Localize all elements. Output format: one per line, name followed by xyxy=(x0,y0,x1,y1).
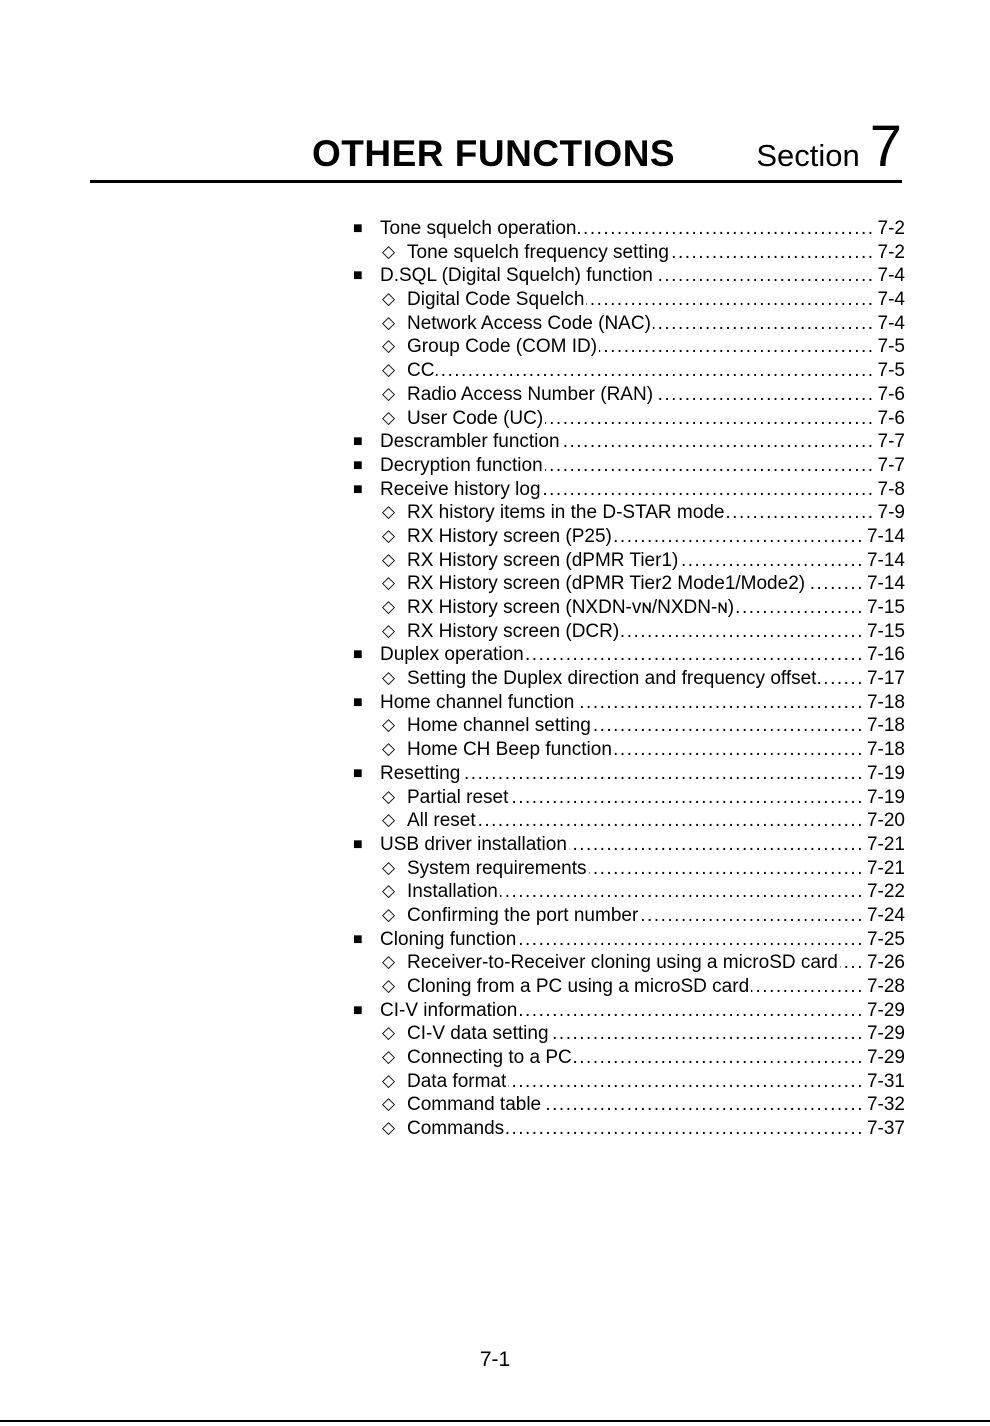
toc-entry-label: Data format xyxy=(407,1070,507,1092)
toc-entry-label: Cloning function xyxy=(380,928,517,950)
toc-page-number: 7-20 xyxy=(866,810,905,832)
dot-leader xyxy=(576,691,864,715)
diamond-bullet-icon: ◇ xyxy=(382,668,396,688)
toc-entry-label: Cloning from a PC using a microSD card xyxy=(407,976,750,997)
diamond-bullet-icon: ◇ xyxy=(382,810,396,830)
toc-page-number: 7-29 xyxy=(866,1023,905,1045)
diamond-bullet-icon: ◇ xyxy=(382,1094,396,1114)
toc-page-number: 7-7 xyxy=(877,454,905,476)
toc-page-number: 7-31 xyxy=(866,1070,905,1092)
toc-page-number: 7-2 xyxy=(877,241,905,263)
dot-leader xyxy=(462,762,864,786)
toc-entry-label: CI-V information xyxy=(380,999,518,1021)
toc-entry-label: Receiver-to-Receiver cloning using a microSD card xyxy=(407,952,838,974)
diamond-bullet-icon: ◇ xyxy=(382,525,396,545)
header-rule xyxy=(90,180,902,183)
diamond-bullet-icon: ◇ xyxy=(382,1070,396,1090)
toc-entry xyxy=(353,217,905,241)
toc-entry xyxy=(353,1070,905,1094)
toc-page-number: 7-14 xyxy=(866,549,905,571)
toc-page-number: 7-37 xyxy=(866,1118,905,1140)
dot-leader xyxy=(543,1093,864,1117)
diamond-bullet-icon: ◇ xyxy=(382,904,396,924)
square-bullet-icon: ■ xyxy=(353,220,363,237)
toc-entry-label: Commands xyxy=(407,1118,505,1140)
toc-page-number: 7-5 xyxy=(877,336,905,358)
toc-entry xyxy=(353,667,905,691)
toc-page-number: 7-4 xyxy=(877,265,905,287)
toc-entry-label: Installation xyxy=(407,881,498,903)
toc-entry xyxy=(353,596,905,620)
dot-leader xyxy=(655,264,875,288)
page-header xyxy=(90,114,902,179)
toc-entry xyxy=(353,454,905,478)
toc-page-number: 7-5 xyxy=(877,360,905,382)
toc-entry-label: Duplex operation xyxy=(380,644,524,666)
toc-entry xyxy=(353,857,905,881)
diamond-bullet-icon: ◇ xyxy=(382,241,396,261)
dot-leader xyxy=(478,809,864,833)
dot-leader xyxy=(640,904,864,928)
toc-entry-label: Confirming the port number xyxy=(407,904,639,926)
dot-leader xyxy=(510,786,864,810)
diamond-bullet-icon: ◇ xyxy=(382,1118,396,1138)
toc-entry-label: USB driver installation xyxy=(380,833,567,855)
toc-entry xyxy=(353,786,905,810)
dot-leader xyxy=(562,430,875,454)
dot-leader xyxy=(599,335,874,359)
toc-entry xyxy=(353,572,905,596)
toc-entry xyxy=(353,241,905,265)
dot-leader xyxy=(614,525,864,549)
toc-entry xyxy=(353,833,905,857)
toc-entry-label: Group Code (COM ID) xyxy=(407,336,598,358)
toc-entry-label: Partial reset xyxy=(407,786,509,808)
toc-page-number: 7-6 xyxy=(877,383,905,405)
toc-entry-label: Tone squelch frequency setting xyxy=(407,241,669,263)
toc-page-number: 7-19 xyxy=(866,762,905,784)
diamond-bullet-icon: ◇ xyxy=(382,715,396,735)
toc-page-number: 7-18 xyxy=(866,739,905,761)
toc-entry xyxy=(353,928,905,952)
dot-leader xyxy=(519,999,864,1023)
toc-page-number: 7-25 xyxy=(866,928,905,950)
toc-page-number: 7-2 xyxy=(877,218,905,239)
dot-leader xyxy=(840,951,864,975)
toc-entry xyxy=(353,1046,905,1070)
square-bullet-icon: ■ xyxy=(353,456,363,474)
dot-leader xyxy=(736,596,864,620)
diamond-bullet-icon: ◇ xyxy=(382,1023,396,1043)
diamond-bullet-icon: ◇ xyxy=(382,881,396,901)
toc-page-number: 7-18 xyxy=(866,691,905,713)
square-bullet-icon: ■ xyxy=(353,267,363,285)
dot-leader xyxy=(551,1022,864,1046)
dot-leader xyxy=(518,928,864,952)
diamond-bullet-icon: ◇ xyxy=(382,1047,396,1067)
dot-leader xyxy=(436,359,874,383)
diamond-bullet-icon: ◇ xyxy=(382,952,396,972)
toc-entry-label: Home CH Beep function xyxy=(407,739,612,761)
toc-page-number: 7-18 xyxy=(866,715,905,737)
toc-entry xyxy=(353,809,905,833)
diamond-bullet-icon: ◇ xyxy=(382,360,396,380)
table-of-contents xyxy=(353,217,905,1141)
square-bullet-icon: ■ xyxy=(353,693,363,711)
toc-entry-label: Tone squelch operation xyxy=(380,218,577,239)
toc-page-number: 7-21 xyxy=(866,833,905,855)
toc-entry-label: Decryption function xyxy=(380,454,543,476)
dot-leader xyxy=(500,880,864,904)
toc-page-number: 7-14 xyxy=(866,525,905,547)
square-bullet-icon: ■ xyxy=(353,433,363,451)
toc-page-number: 7-8 xyxy=(877,478,905,500)
page-title: OTHER FUNCTIONS xyxy=(312,133,676,174)
toc-entry-label: System requirements xyxy=(407,857,587,879)
dot-leader xyxy=(508,1070,864,1094)
toc-page-number: 7-24 xyxy=(866,904,905,926)
diamond-bullet-icon: ◇ xyxy=(382,289,396,309)
toc-page-number: 7-19 xyxy=(866,786,905,808)
toc-entry-label: Setting the Duplex direction and frequency offset xyxy=(407,668,817,690)
toc-entry xyxy=(353,975,905,999)
toc-page-number: 7-32 xyxy=(866,1094,905,1116)
toc-entry-label: Descrambler function xyxy=(380,431,560,453)
toc-page-number: 7-28 xyxy=(866,976,905,997)
toc-entry xyxy=(353,1022,905,1046)
diamond-bullet-icon: ◇ xyxy=(382,549,396,569)
toc-page-number: 7-4 xyxy=(877,312,905,334)
toc-entry-label: Receive history log xyxy=(380,478,541,500)
dot-leader xyxy=(578,217,874,241)
toc-entry-label: User Code (UC) xyxy=(407,407,544,429)
toc-page-number: 7-15 xyxy=(866,620,905,642)
toc-entry-label: CI-V data setting xyxy=(407,1023,549,1045)
toc-entry xyxy=(353,407,905,431)
toc-entry xyxy=(353,999,905,1023)
toc-entry xyxy=(353,359,905,383)
dot-leader xyxy=(726,501,874,525)
toc-entry xyxy=(353,478,905,502)
diamond-bullet-icon: ◇ xyxy=(382,739,396,759)
toc-entry-label: Resetting xyxy=(380,762,461,784)
section-heading xyxy=(756,114,902,179)
toc-entry-label: Connecting to a PC xyxy=(407,1047,572,1069)
diamond-bullet-icon: ◇ xyxy=(382,336,396,356)
footer-rule xyxy=(0,1420,990,1422)
toc-page-number: 7-15 xyxy=(866,597,905,618)
diamond-bullet-icon: ◇ xyxy=(382,976,396,995)
dot-leader xyxy=(655,383,875,407)
diamond-bullet-icon: ◇ xyxy=(382,383,396,403)
toc-page-number: 7-6 xyxy=(877,407,905,429)
toc-page-number: 7-17 xyxy=(866,668,905,690)
toc-entry xyxy=(353,264,905,288)
toc-page-number: 7-29 xyxy=(866,1047,905,1069)
toc-entry-label: CC xyxy=(407,360,435,382)
toc-entry xyxy=(353,904,905,928)
toc-entry-label: RX History screen (dPMR Tier2 Mode1/Mode2) xyxy=(407,573,806,595)
dot-leader xyxy=(569,833,864,857)
toc-entry xyxy=(353,714,905,738)
toc-entry-label: RX history items in the D-STAR mode xyxy=(407,502,725,524)
toc-entry-label: All reset xyxy=(407,810,476,832)
toc-entry xyxy=(353,525,905,549)
dot-leader xyxy=(671,241,875,265)
toc-entry xyxy=(353,1117,905,1141)
dot-leader xyxy=(818,667,864,691)
square-bullet-icon: ■ xyxy=(353,480,363,498)
dot-leader xyxy=(621,620,864,644)
square-bullet-icon: ■ xyxy=(353,835,363,853)
diamond-bullet-icon: ◇ xyxy=(382,597,396,616)
toc-entry xyxy=(353,1093,905,1117)
toc-entry-label: Digital Code Squelch xyxy=(407,289,585,311)
toc-page-number: 7-14 xyxy=(866,573,905,595)
diamond-bullet-icon: ◇ xyxy=(382,620,396,640)
toc-page-number: 7-29 xyxy=(866,999,905,1021)
diamond-bullet-icon: ◇ xyxy=(382,573,396,593)
toc-entry xyxy=(353,430,905,454)
toc-entry xyxy=(353,501,905,525)
dot-leader xyxy=(614,738,864,762)
toc-entry xyxy=(353,643,905,667)
toc-entry-label: D.SQL (Digital Squelch) function xyxy=(380,265,653,287)
section-number: 7 xyxy=(869,114,902,179)
toc-entry-label: RX History screen (DCR) xyxy=(407,620,620,642)
dot-leader xyxy=(586,288,874,312)
diamond-bullet-icon: ◇ xyxy=(382,407,396,427)
dot-leader xyxy=(545,454,875,478)
dot-leader xyxy=(807,572,864,596)
toc-entry-label: Network Access Code (NAC) xyxy=(407,312,651,334)
toc-entry-label: RX History screen (P25) xyxy=(407,525,612,547)
toc-page-number: 7-26 xyxy=(866,952,905,974)
toc-page-number: 7-4 xyxy=(877,289,905,311)
square-bullet-icon: ■ xyxy=(353,646,363,664)
toc-entry xyxy=(353,288,905,312)
dot-leader xyxy=(574,1046,864,1070)
toc-page-number: 7-21 xyxy=(866,857,905,879)
toc-entry xyxy=(353,951,905,975)
toc-page-number: 7-9 xyxy=(877,502,905,524)
toc-entry-label: Home channel function xyxy=(380,691,575,713)
dot-leader xyxy=(593,714,864,738)
toc-entry xyxy=(353,620,905,644)
toc-entry-label: Command table xyxy=(407,1094,542,1116)
square-bullet-icon: ■ xyxy=(353,764,363,782)
dot-leader xyxy=(589,857,864,881)
toc-page-number: 7-7 xyxy=(877,431,905,453)
diamond-bullet-icon: ◇ xyxy=(382,502,396,522)
toc-entry-label: Home channel setting xyxy=(407,715,591,737)
dot-leader xyxy=(543,478,875,502)
toc-entry xyxy=(353,549,905,573)
square-bullet-icon: ■ xyxy=(353,1001,363,1019)
dot-leader xyxy=(680,549,864,573)
dot-leader xyxy=(545,407,874,431)
toc-entry xyxy=(353,312,905,336)
toc-entry-label: RX History screen (NXDN-ᴠɴ/NXDN-ɴ) xyxy=(407,597,735,618)
toc-page-number: 7-22 xyxy=(866,881,905,903)
dot-leader xyxy=(526,643,864,667)
toc-entry xyxy=(353,691,905,715)
diamond-bullet-icon: ◇ xyxy=(382,786,396,806)
toc-entry xyxy=(353,762,905,786)
toc-entry-label: RX History screen (dPMR Tier1) xyxy=(407,549,679,571)
dot-leader xyxy=(751,975,864,999)
toc-entry xyxy=(353,738,905,762)
diamond-bullet-icon: ◇ xyxy=(382,312,396,332)
toc-entry-label: Radio Access Number (RAN) xyxy=(407,383,654,405)
section-label: Section xyxy=(756,138,860,173)
toc-entry xyxy=(353,335,905,359)
dot-leader xyxy=(506,1117,864,1141)
square-bullet-icon: ■ xyxy=(353,930,363,948)
dot-leader xyxy=(653,312,875,336)
toc-entry xyxy=(353,383,905,407)
diamond-bullet-icon: ◇ xyxy=(382,857,396,877)
footer-page-number: 7-1 xyxy=(479,1348,511,1371)
toc-entry xyxy=(353,880,905,904)
toc-page-number: 7-16 xyxy=(866,644,905,666)
